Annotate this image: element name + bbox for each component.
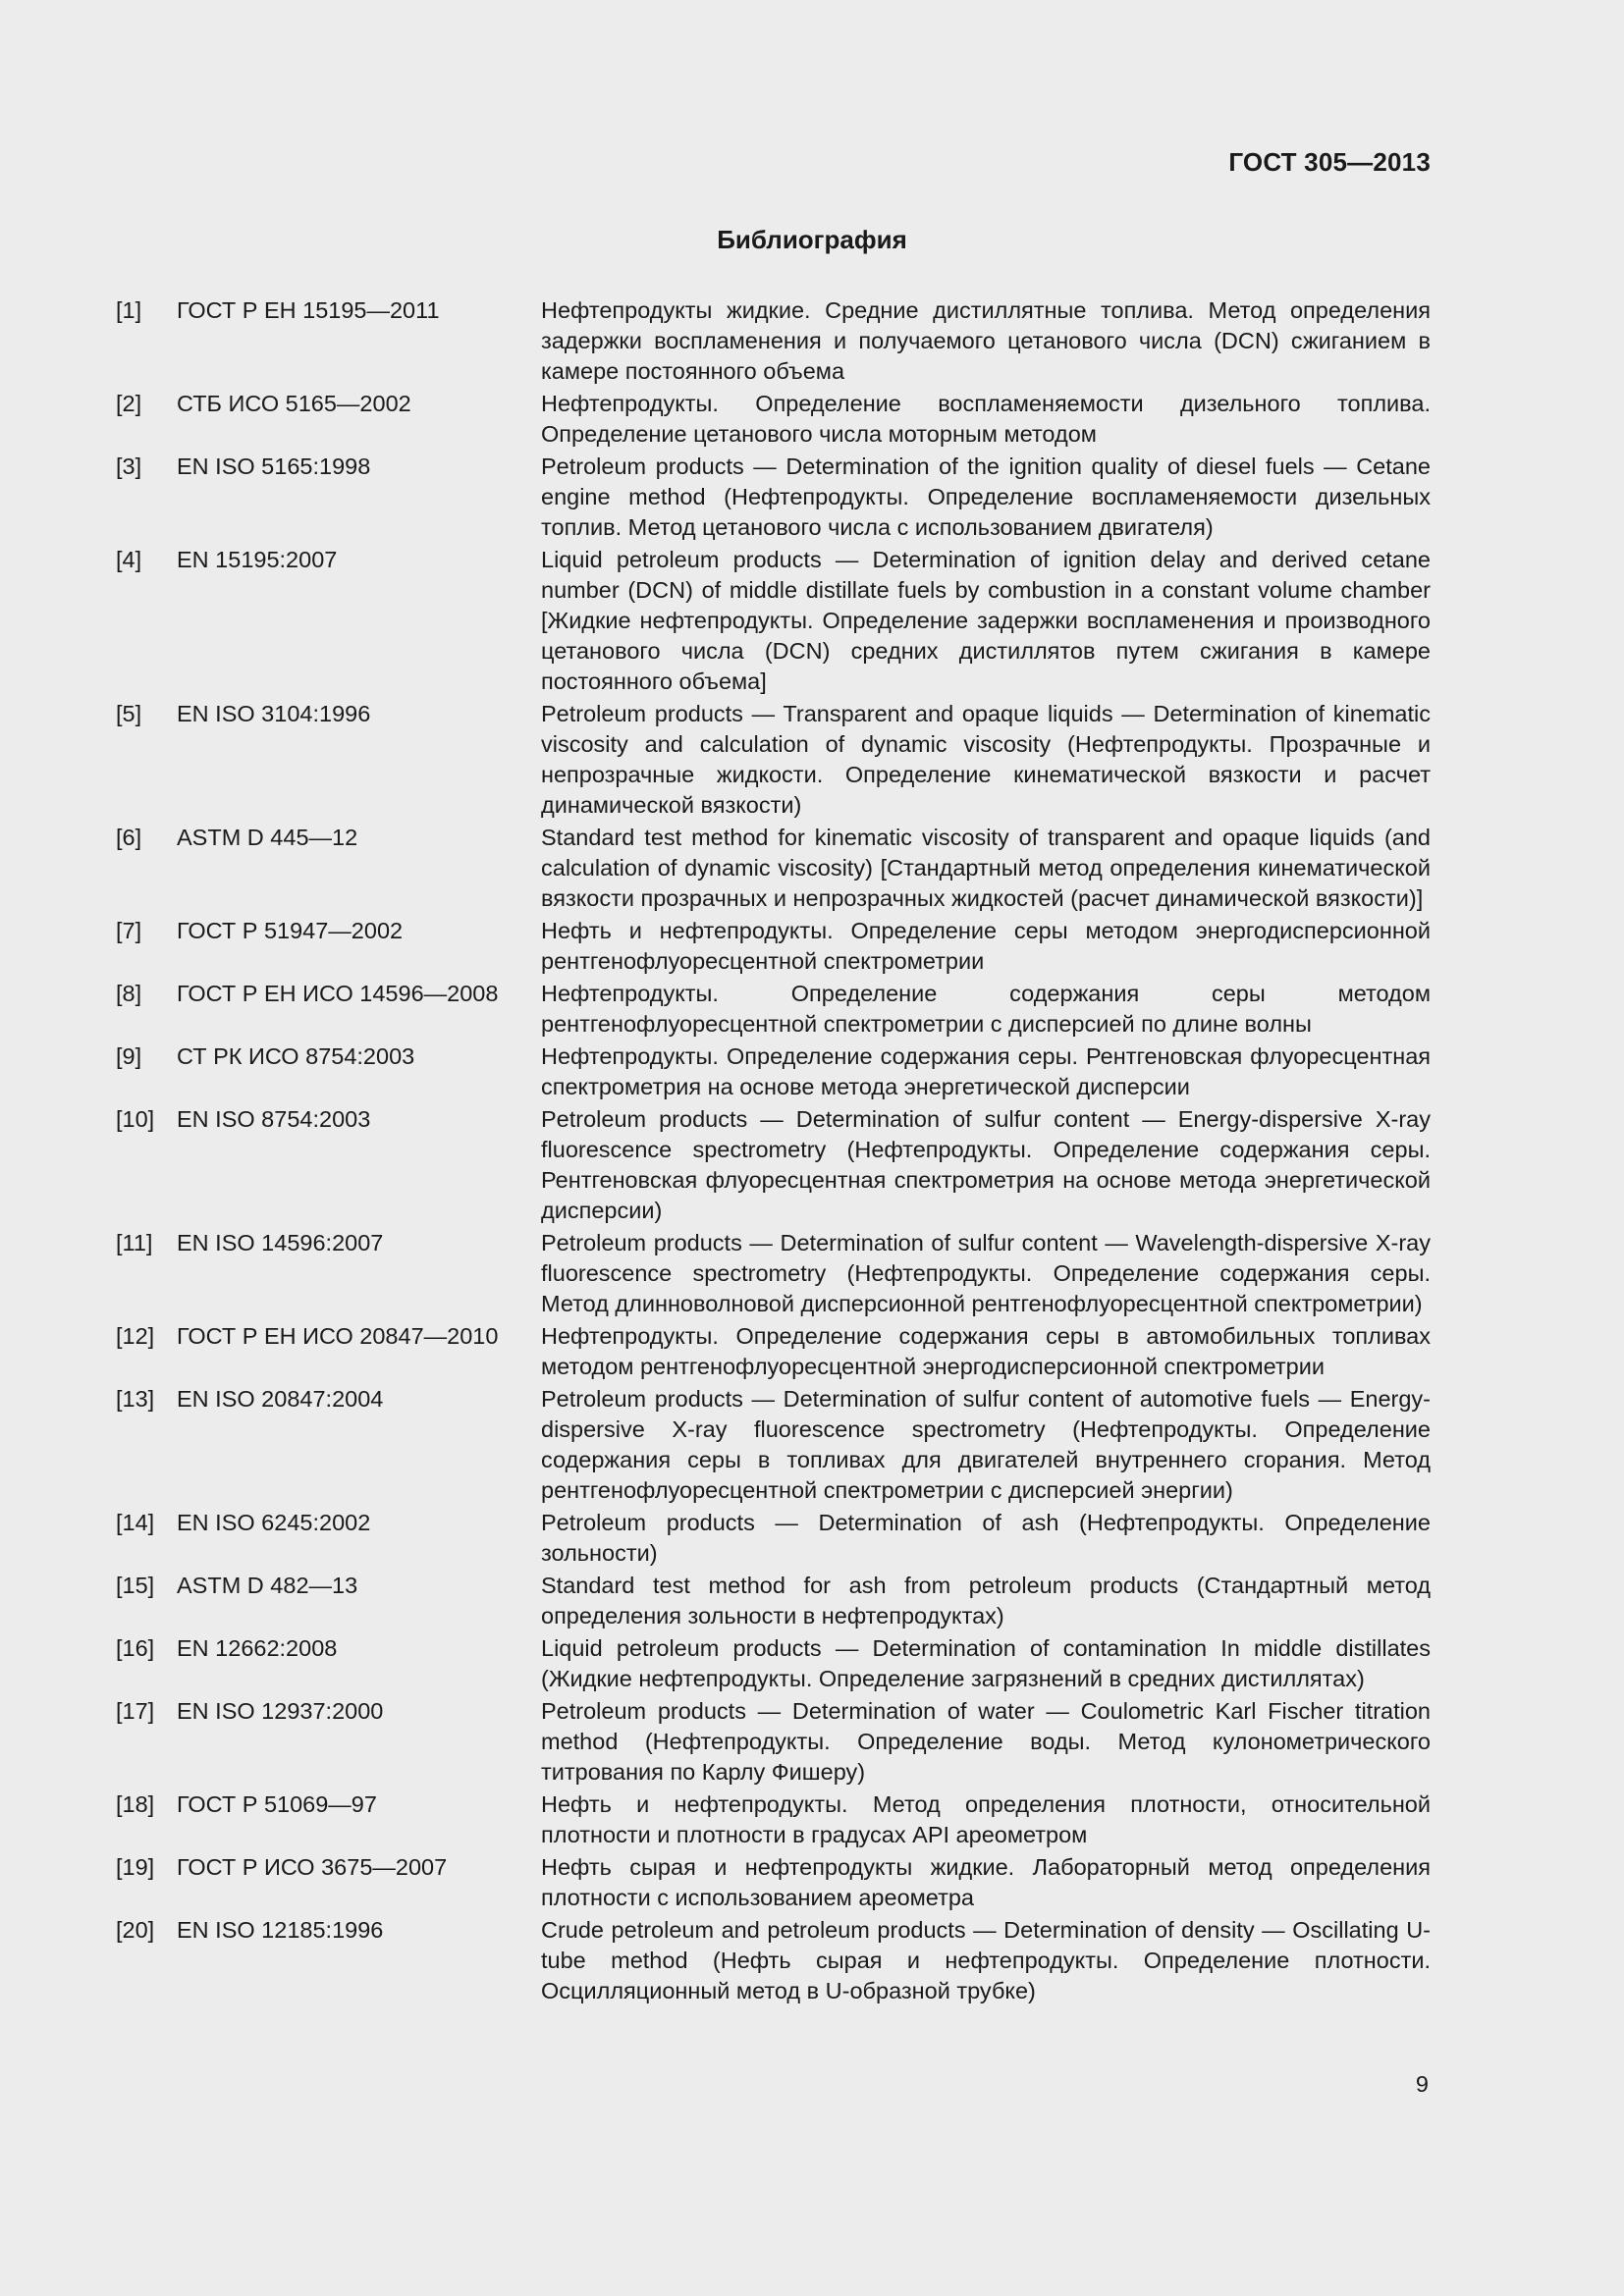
entry-standard-code: EN ISO 8754:2003	[177, 1106, 371, 1132]
entry-standard-code: EN ISO 5165:1998	[177, 454, 371, 479]
entry-standard-code: EN ISO 12185:1996	[177, 1917, 384, 1943]
entry-standard-code: EN 15195:2007	[177, 547, 338, 572]
entry-title: Petroleum products — Transparent and opaque liquids — Determination of kinematic viscosity and calculation of dynamic viscosity (Нефтепродукты. Прозрачные и непрозрачные жидкости. Определение кинематической вязкости и расчет динамической вязкости)	[541, 701, 1431, 818]
bibliography-entry	[116, 1696, 1431, 1788]
entry-standard-code: ГОСТ Р ЕН ИСО 14596—2008	[177, 981, 499, 1006]
entry-title: Petroleum products — Determination of sulfur content — Wavelength-dispersive X-ray fluorescence spectrometry (Нефтепродукты. Определение содержания серы. Метод длинноволновой дисперсионной рентгенофлуоресцентной спектрометрии)	[541, 1230, 1431, 1316]
page-number: 9	[1415, 2071, 1429, 2097]
entry-title: Petroleum products — Determination of ash (Нефтепродукты. Определение зольности)	[541, 1510, 1431, 1566]
entry-title: Petroleum products — Determination of sulfur content of automotive fuels — Energy-dispersive X-ray fluorescence spectrometry (Нефтепродукты. Определение содержания серы в топливах для двигателей внутреннего сгорания. Метод рентгенофлуоресцентной спектрометрии с дисперсией энергии)	[541, 1386, 1431, 1503]
entry-title: Нефтепродукты. Определение воспламеняемости дизельного топлива. Определение цетанового числа моторным методом	[541, 391, 1431, 447]
entry-title: Petroleum products — Determination of sulfur content — Energy-dispersive X-ray fluorescence spectrometry (Нефтепродукты. Определение содержания серы. Рентгеновская флуоресцентная спектрометрия на основе метода энергетической дисперсии)	[541, 1106, 1431, 1223]
bibliography-entry	[116, 1321, 1431, 1382]
entry-title: Нефтепродукты жидкие. Средние дистиллятные топлива. Метод определения задержки воспламенения и получаемого цетанового числа (DCN) сжиганием в камере постоянного объема	[541, 297, 1431, 384]
entry-title: Standard test method for ash from petroleum products (Стандартный метод определения зольности в нефтепродуктах)	[541, 1573, 1431, 1629]
bibliography-entry	[116, 1508, 1431, 1569]
entry-number: [18]	[116, 1791, 155, 1817]
bibliography-list	[116, 295, 1431, 2008]
entry-title: Нефтепродукты. Определение содержания серы методом рентгенофлуоресцентной спектрометрии с дисперсией по длине волны	[541, 981, 1431, 1037]
bibliography-entry	[116, 1571, 1431, 1631]
bibliography-entry	[116, 1104, 1431, 1226]
entry-standard-code: ГОСТ Р 51069—97	[177, 1791, 377, 1817]
document-code: ГОСТ 305—2013	[1228, 147, 1431, 177]
bibliography-entry	[116, 452, 1431, 543]
bibliography-entry	[116, 1915, 1431, 2006]
entry-standard-code: ASTM D 445—12	[177, 825, 358, 850]
entry-title: Liquid petroleum products — Determination of ignition delay and derived cetane number (DCN) of middle distillate fuels by combustion in a constant volume chamber [Жидкие нефтепродукты. Определение задержки воспламенения и производного цетанового числа (DCN) средних дистиллятов путем сжигания в камере постоянного объема]	[541, 547, 1431, 694]
entry-number: [13]	[116, 1386, 155, 1412]
entry-number: [16]	[116, 1635, 155, 1661]
bibliography-entry	[116, 699, 1431, 821]
entry-standard-code: EN ISO 20847:2004	[177, 1386, 384, 1412]
entry-standard-code: EN ISO 6245:2002	[177, 1510, 371, 1535]
entry-standard-code: ГОСТ Р ЕН 15195—2011	[177, 297, 440, 323]
entry-title: Нефть и нефтепродукты. Метод определения плотности, относительной плотности и плотности в градусах API ареометром	[541, 1791, 1431, 1847]
entry-title: Liquid petroleum products — Determination of contamination In middle distillates (Жидкие нефтепродукты. Определение загрязнений в средних дистиллятах)	[541, 1635, 1431, 1691]
entry-title: Нефтепродукты. Определение содержания серы. Рентгеновская флуоресцентная спектрометрия на основе метода энергетической дисперсии	[541, 1043, 1431, 1099]
bibliography-entry	[116, 1228, 1431, 1319]
bibliography-entry	[116, 1041, 1431, 1102]
bibliography-entry	[116, 1789, 1431, 1850]
entry-standard-code: EN ISO 12937:2000	[177, 1698, 384, 1724]
bibliography-entry	[116, 545, 1431, 697]
entry-standard-code: СТ РК ИСО 8754:2003	[177, 1043, 415, 1069]
bibliography-entry	[116, 1384, 1431, 1506]
entry-title: Нефть и нефтепродукты. Определение серы методом энергодисперсионной рентгенофлуоресцентной спектрометрии	[541, 918, 1431, 974]
entry-number: [20]	[116, 1917, 155, 1943]
entry-standard-code: ГОСТ Р ИСО 3675—2007	[177, 1854, 448, 1880]
entry-number: [19]	[116, 1854, 155, 1880]
entry-standard-code: ГОСТ Р ЕН ИСО 20847—2010	[177, 1323, 499, 1349]
entry-number: [15]	[116, 1573, 155, 1598]
entry-number: [2]	[116, 391, 142, 416]
entry-number: [4]	[116, 547, 142, 572]
entry-standard-code: ASTM D 482—13	[177, 1573, 358, 1598]
entry-number: [12]	[116, 1323, 155, 1349]
entry-number: [17]	[116, 1698, 155, 1724]
bibliography-entry	[116, 295, 1431, 387]
entry-standard-code: СТБ ИСО 5165—2002	[177, 391, 411, 416]
entry-number: [6]	[116, 825, 142, 850]
entry-title: Crude petroleum and petroleum products — Determination of density — Oscillating U-tube method (Нефть сырая и нефтепродукты. Определение плотности. Осцилляционный метод в U-образной трубке)	[541, 1917, 1431, 2003]
entry-standard-code: EN ISO 3104:1996	[177, 701, 371, 726]
entry-number: [9]	[116, 1043, 142, 1069]
entry-standard-code: ГОСТ Р 51947—2002	[177, 918, 404, 943]
bibliography-entry	[116, 1852, 1431, 1913]
entry-title: Petroleum products — Determination of the ignition quality of diesel fuels — Cetane engine method (Нефтепродукты. Определение воспламеняемости дизельных топлив. Метод цетанового числа с использованием двигателя)	[541, 454, 1431, 540]
entry-standard-code: EN 12662:2008	[177, 1635, 338, 1661]
bibliography-entry	[116, 979, 1431, 1040]
entry-number: [11]	[116, 1230, 153, 1255]
entry-number: [3]	[116, 454, 142, 479]
bibliography-entry	[116, 916, 1431, 977]
entry-number: [8]	[116, 981, 142, 1006]
entry-number: [14]	[116, 1510, 155, 1535]
entry-number: [10]	[116, 1106, 155, 1132]
section-title: Библиография	[717, 225, 907, 254]
bibliography-entry	[116, 389, 1431, 450]
entry-title: Standard test method for kinematic viscosity of transparent and opaque liquids (and calculation of dynamic viscosity) [Стандартный метод определения кинематической вязкости прозрачных и непрозрачных жидкостей (расчет динамической вязкости)]	[541, 825, 1431, 911]
entry-title: Нефть сырая и нефтепродукты жидкие. Лабораторный метод определения плотности с использованием ареометра	[541, 1854, 1431, 1910]
bibliography-entry	[116, 823, 1431, 914]
entry-title: Нефтепродукты. Определение содержания серы в автомобильных топливах методом рентгенофлуоресцентной энергодисперсионной спектрометрии	[541, 1323, 1431, 1379]
bibliography-entry	[116, 1633, 1431, 1694]
entry-standard-code: EN ISO 14596:2007	[177, 1230, 384, 1255]
entry-number: [5]	[116, 701, 142, 726]
entry-number: [1]	[116, 297, 142, 323]
entry-number: [7]	[116, 918, 142, 943]
entry-title: Petroleum products — Determination of water — Coulometric Karl Fischer titration method (Нефтепродукты. Определение воды. Метод кулонометрического титрования по Карлу Фишеру)	[541, 1698, 1431, 1785]
